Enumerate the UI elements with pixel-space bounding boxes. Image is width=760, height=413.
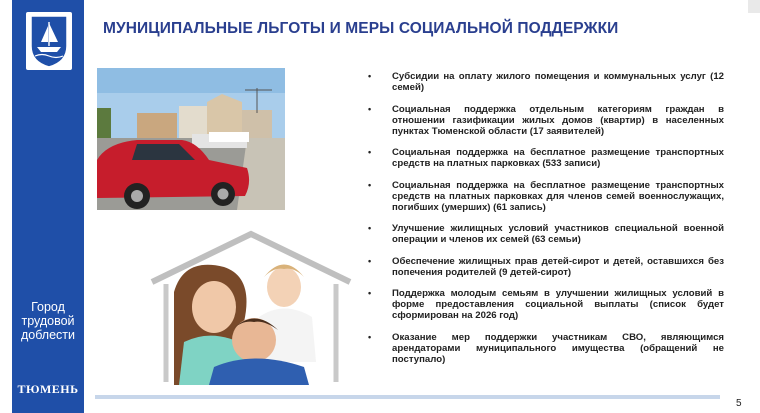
footer-divider bbox=[95, 395, 720, 399]
city-slogan-line2: трудовой bbox=[21, 314, 75, 328]
list-item-text: Субсидии на оплату жилого помещения и коммунальных услуг (12 семей) bbox=[392, 71, 724, 93]
bullet-icon: • bbox=[368, 179, 372, 190]
list-item-text: Улучшение жилищных условий участников специальной военной операции и членов их семей (63 семьи) bbox=[392, 223, 724, 245]
parking-photo bbox=[97, 68, 285, 210]
list-item bbox=[366, 332, 724, 365]
bullet-icon: • bbox=[368, 147, 372, 157]
bullet-icon: • bbox=[368, 331, 372, 342]
list-item-text: Обеспечение жилищных прав детей-сирот и детей, оставшихся без попечения родителей (9 детей-сирот) bbox=[392, 255, 724, 278]
list-item bbox=[366, 147, 724, 169]
city-name: ТЮМЕНЬ bbox=[17, 382, 79, 396]
list-item-text: Социальная поддержка на бесплатное размещение транспортных средств на платных парковках для членов семей военнослужащих, погибших (умерших) (61 запись) bbox=[392, 179, 724, 213]
list-item-text: Оказание мер поддержки участникам СВО, являющимся арендаторами муниципального имущества (обращений не поступало) bbox=[392, 331, 724, 365]
list-item-text: Поддержка молодым семьям в улучшении жилищных условий в форме предоставления социальной выплаты (список будет сформирован на 2026 год) bbox=[392, 288, 724, 321]
bullet-icon: • bbox=[368, 71, 372, 81]
city-crest-icon bbox=[26, 12, 72, 70]
list-item bbox=[366, 288, 724, 321]
list-item-text: Социальная поддержка отдельным категориям граждан в отношении газификации жилых домов (квартир) в населенных пунктах Тюменской области (17 заявителей) bbox=[392, 103, 724, 137]
list-item-text: Социальная поддержка на бесплатное размещение транспортных средств на платных парковках (533 записи) bbox=[392, 147, 724, 169]
corner-mark bbox=[748, 0, 760, 13]
support-measures-list bbox=[366, 71, 724, 375]
city-slogan-line3: доблести bbox=[20, 328, 76, 342]
bullet-icon: • bbox=[368, 103, 372, 114]
list-item bbox=[366, 223, 724, 245]
city-slogan bbox=[12, 300, 84, 342]
bullet-icon: • bbox=[368, 223, 372, 233]
list-item bbox=[366, 71, 724, 93]
list-item bbox=[366, 256, 724, 278]
list-item bbox=[366, 180, 724, 213]
city-slogan-line1: Город bbox=[31, 300, 65, 314]
bullet-icon: • bbox=[368, 288, 372, 298]
slide-title: МУНИЦИПАЛЬНЫЕ ЛЬГОТЫ И МЕРЫ СОЦИАЛЬНОЙ ПОДДЕРЖКИ bbox=[103, 20, 619, 37]
list-item bbox=[366, 104, 724, 137]
bullet-icon: • bbox=[368, 255, 372, 266]
family-photo bbox=[144, 222, 358, 385]
page-number: 5 bbox=[736, 398, 742, 409]
